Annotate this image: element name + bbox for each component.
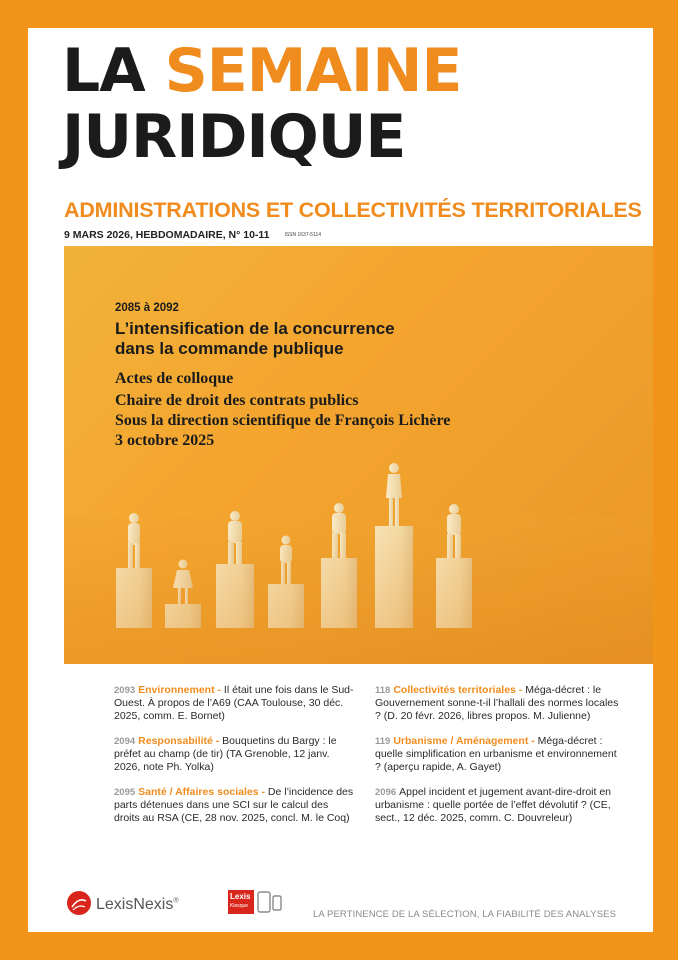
entry-text: Il était une fois dans le Sud-Ouest. À propos de l’A69 (CAA Toulouse, 30 déc. 2025, comm. E. Bornet) xyxy=(114,684,354,722)
entry-category: Environnement xyxy=(138,684,215,696)
masthead-line1 xyxy=(62,36,462,106)
summary-entry[interactable] xyxy=(375,786,625,825)
hero-shade xyxy=(64,524,653,664)
entry-separator: - xyxy=(258,786,268,798)
cover-page xyxy=(28,28,653,932)
kiosk-label-top: Lexis xyxy=(230,892,251,901)
entry-separator: - xyxy=(212,735,223,747)
entry-number: 2096 xyxy=(375,787,397,798)
feature-headline-line1: L’intensification de la concurrence xyxy=(115,319,395,338)
summary-right-column xyxy=(375,684,625,837)
entry-number: 119 xyxy=(375,736,391,747)
feature-line3: Sous la direction scientifique de François Lichère xyxy=(115,412,451,429)
publisher-name xyxy=(96,896,179,914)
entry-text: Méga-décret : le Gouvernement sonne-t-il l’hallali des normes locales ? (D. 20 févr. 2026, libres propos. M. Julienne) xyxy=(375,684,619,722)
summary-entry[interactable] xyxy=(375,735,625,774)
entry-category: Responsabilité xyxy=(138,735,213,747)
entry-category: Urbanisme / Aménagement xyxy=(393,735,529,747)
feature-line2: Chaire de droit des contrats publics xyxy=(115,392,359,409)
entry-separator: - xyxy=(515,684,526,696)
entry-text: Méga-décret : quelle simplification en urbanisme et environnement ? (aperçu rapide, A. Gayet) xyxy=(375,735,617,773)
feature-ref: 2085 à 2092 xyxy=(115,302,179,314)
entry-number: 2093 xyxy=(114,685,136,696)
entry-text: Appel incident et jugement avant-dire-droit en urbanisme : quelle portée de l’effet dévolutif ? (CE, sect., 12 déc. 2025, comm. C. Douvreleur) xyxy=(375,786,612,824)
publisher-text: LexisNexis xyxy=(96,896,174,913)
summary-entry[interactable] xyxy=(114,786,356,825)
masthead-la: LA xyxy=(62,36,145,106)
entry-separator: - xyxy=(528,735,538,747)
entry-number: 118 xyxy=(375,685,391,696)
entry-number: 2095 xyxy=(114,787,136,798)
feature-date: 3 octobre 2025 xyxy=(115,432,215,449)
masthead-juridique: JURIDIQUE xyxy=(62,102,406,172)
footer-tagline: LA PERTINENCE DE LA SÉLECTION, LA FIABILITÉ DES ANALYSES xyxy=(313,909,617,920)
kiosk-label-bottom: Kiosque xyxy=(230,903,249,909)
entry-category: Collectivités territoriales xyxy=(393,684,516,696)
cover-footer xyxy=(28,888,653,932)
summary-left-column xyxy=(114,684,356,837)
summary-entry[interactable] xyxy=(114,735,356,774)
summary-entry[interactable] xyxy=(114,684,356,723)
entry-category: Santé / Affaires sociales xyxy=(138,786,259,798)
lexis-kiosque-badge[interactable] xyxy=(228,888,284,923)
feature-line1: Actes de colloque xyxy=(115,370,234,387)
registered-mark: ® xyxy=(173,897,179,905)
issn: ISSN 1637-5114 xyxy=(284,232,322,239)
entry-separator: - xyxy=(214,684,224,696)
summary-entry[interactable] xyxy=(375,684,625,723)
entry-text: Bouquetins du Bargy : le préfet au champ (de tir) (TA Grenoble, 12 janv. 2026, note Ph. Yolka) xyxy=(114,735,337,773)
feature-illustration xyxy=(64,246,653,664)
entry-text: De l’incidence des parts détenues dans une SCI sur le calcul des droits au RSA (CE, 28 nov. 2025, concl. M. le Coq) xyxy=(114,786,354,824)
feature-headline xyxy=(115,319,445,359)
feature-headline-line2: dans la commande publique xyxy=(115,339,344,358)
masthead-semaine: SEMAINE xyxy=(164,36,462,106)
issue-date: 9 MARS 2026, HEBDOMADAIRE, N° 10-11 xyxy=(64,229,270,241)
issue-dateline xyxy=(64,229,321,241)
edition-subtitle: ADMINISTRATIONS ET COLLECTIVITÉS TERRITORIALES xyxy=(64,198,642,222)
lexisnexis-logo-icon xyxy=(66,890,92,921)
entry-number: 2094 xyxy=(114,736,136,747)
